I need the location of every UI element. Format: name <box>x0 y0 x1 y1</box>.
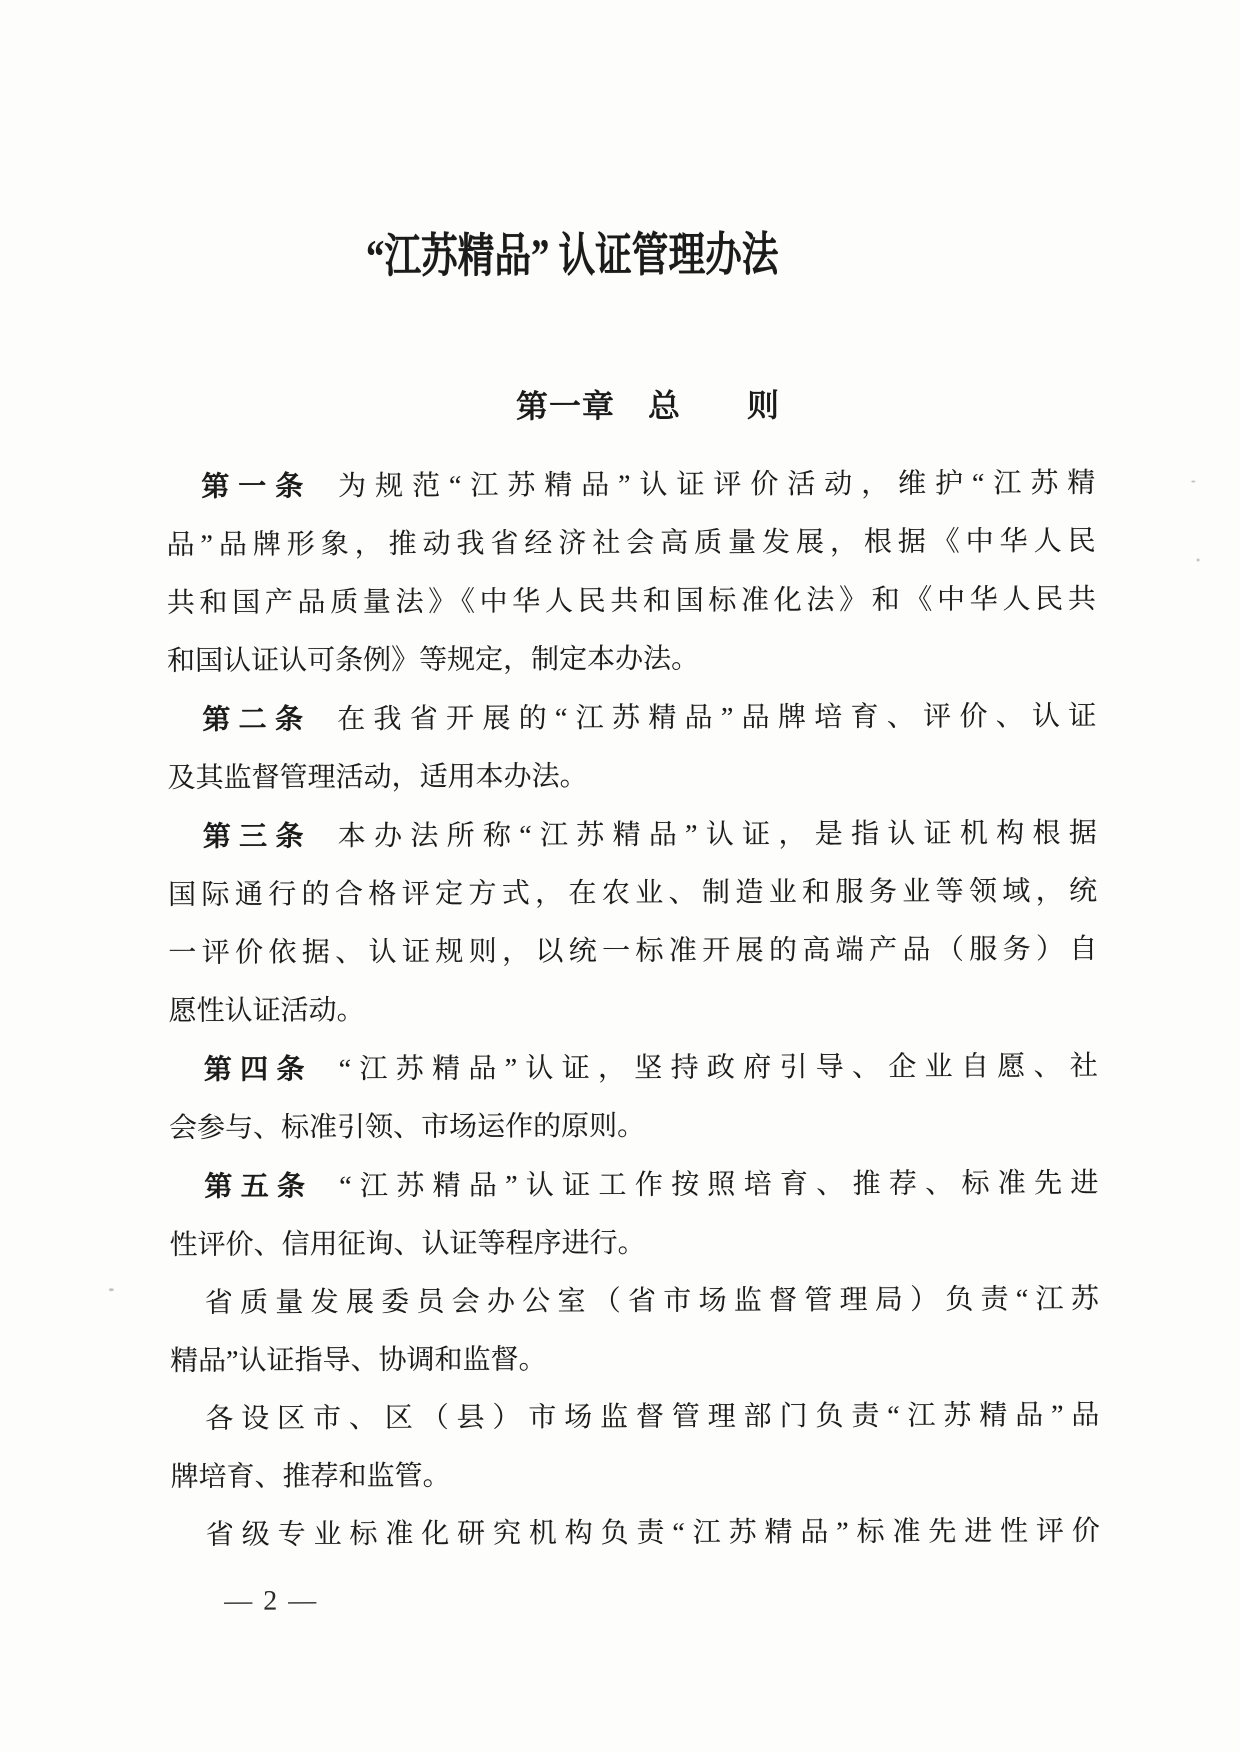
text-line <box>166 513 1095 575</box>
document-body <box>166 454 1100 1565</box>
line-text: 共和国产品质量法》《中华人民共和国标准化法》和《中华人民共 <box>166 583 1096 619</box>
text-line <box>169 1213 1098 1275</box>
line-text: “江苏精品”认证，坚持政府引导、企业自愿、社 <box>338 1050 1098 1086</box>
text-line <box>167 746 1096 808</box>
text-line <box>167 687 1096 750</box>
text-line <box>166 454 1095 517</box>
text-line <box>171 1503 1100 1565</box>
text-line <box>170 1329 1099 1391</box>
text-line <box>170 1387 1099 1449</box>
text-line <box>169 1037 1098 1100</box>
text-line <box>169 1096 1098 1158</box>
line-text: 精品”认证指导、协调和监督。 <box>170 1344 547 1377</box>
scan-speckle <box>1197 558 1200 561</box>
text-line <box>169 1154 1098 1217</box>
line-text: 及其监督管理活动，适用本办法。 <box>167 761 588 794</box>
text-line <box>167 629 1096 691</box>
line-text: 在我省开展的“江苏精品”品牌培育、评价、认证 <box>337 700 1097 736</box>
text-line <box>170 1271 1099 1333</box>
line-text: 牌培育、推荐和监管。 <box>170 1460 451 1493</box>
article-label: 第二条 <box>202 703 312 735</box>
text-line <box>168 804 1097 867</box>
scan-speckle <box>1191 480 1195 482</box>
line-text: 品”品牌形象，推动我省经济社会高质量发展，根据《中华人民 <box>166 525 1096 561</box>
line-text: 愿性认证活动。 <box>168 995 365 1027</box>
line-text: 省级专业标准化研究机构负责“江苏精品”标准先进性评价 <box>205 1515 1100 1551</box>
line-text: 各设区市、区（县）市场监督管理部门负责“江苏精品”品 <box>205 1399 1100 1435</box>
line-text: 本办法所称“江苏精品”认证，是指认证机构根据 <box>337 817 1097 853</box>
text-line <box>170 1445 1099 1507</box>
text-line <box>168 979 1097 1041</box>
text-line <box>168 863 1097 925</box>
document-title: “江苏精品” 认证管理办法 <box>365 229 779 284</box>
line-text: 会参与、标准引领、市场运作的原则。 <box>169 1110 646 1144</box>
article-label: 第一条 <box>201 470 313 502</box>
text-line <box>168 921 1097 983</box>
line-text: 和国认证认可条例》等规定，制定本办法。 <box>166 643 700 677</box>
article-label: 第五条 <box>204 1170 314 1202</box>
page-number: — 2 — <box>224 1585 319 1617</box>
line-text: 性评价、信用征询、认证等程序进行。 <box>169 1227 646 1261</box>
line-text: 一评价依据、认证规则，以统一标准开展的高端产品（服务）自 <box>168 933 1098 969</box>
line-text: 省质量发展委员会办公室（省市场监督管理局）负责“江苏 <box>204 1283 1099 1319</box>
article-label: 第四条 <box>203 1053 313 1085</box>
chapter-heading: 第一章 总 则 <box>515 387 781 425</box>
line-text: 国际通行的合格评定方式，在农业、制造业和服务业等领域，统 <box>168 875 1098 911</box>
article-label: 第三条 <box>202 820 312 852</box>
scan-speckle <box>109 1288 114 1291</box>
line-text: 为规范“江苏精品”认证评价活动，维护“江苏精 <box>338 467 1096 503</box>
line-text: “江苏精品”认证工作按照培育、推荐、标准先进 <box>339 1167 1099 1203</box>
text-line <box>167 571 1096 633</box>
